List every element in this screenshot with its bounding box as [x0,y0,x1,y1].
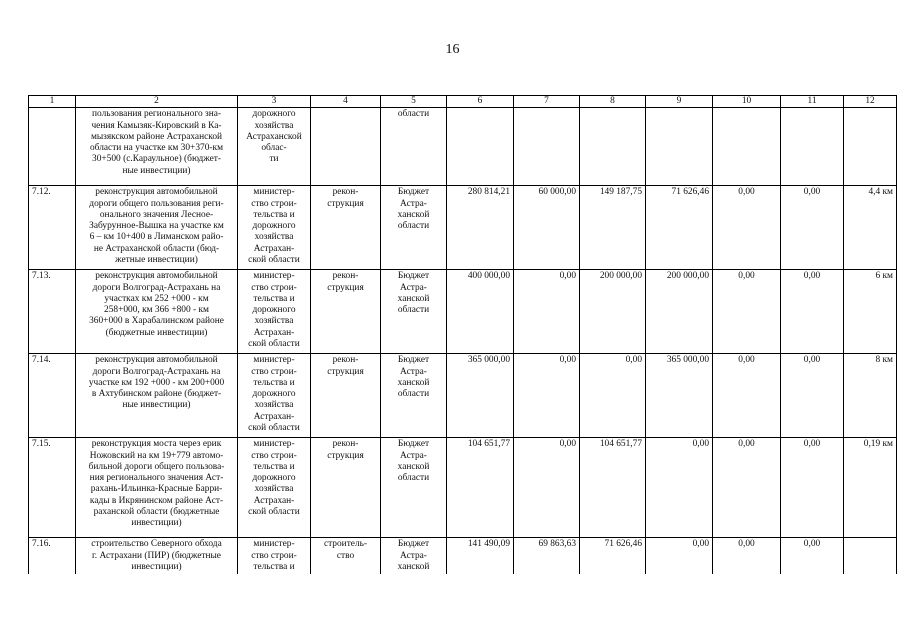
funding-source-cell-line: ханской [397,461,430,472]
column-header: 11 [781,96,844,108]
funding-source-cell-line: ханской [397,561,430,572]
result-cell: 8 км [844,354,897,438]
work-type-cell-line: ство [336,550,355,561]
executor-cell [238,438,311,538]
funding-source-cell-line: ханской [397,293,430,304]
item-name-cell-line: в Ахтубинском районе (бюджет- [91,389,222,400]
work-type-cell [311,438,381,538]
item-number-cell: 7.13. [29,270,76,354]
amount-col8-cell: 104 651,77 [580,438,646,538]
funding-source-cell [381,438,447,538]
item-number-cell [29,108,76,186]
column-header: 1 [29,96,76,108]
work-type-cell [311,108,381,186]
column-header: 12 [844,96,897,108]
amount-col7-cell: 60 000,00 [514,186,580,270]
item-name-cell [76,186,238,270]
amount-col7-cell: 0,00 [514,270,580,354]
item-name-cell-line: 258+000, км 366 +800 - км [104,305,209,316]
column-header: 5 [381,96,447,108]
item-name-cell-line: раханской области (бюджетные [93,507,220,518]
executor-cell-line: хозяйства [254,484,294,495]
funding-source-cell-line: Бюджет [397,355,430,366]
item-name-cell-line: инвестиции) [131,518,182,529]
item-name-cell-line: реконструкция автомобильной [95,271,218,282]
item-number-cell: 7.15. [29,438,76,538]
funding-source-cell-line: Бюджет [397,271,430,282]
executor-cell-line: тельства и [253,293,295,304]
column-header: 8 [580,96,646,108]
funding-source-cell-line: Астра- [400,282,427,293]
amount-col9-cell [646,108,713,186]
item-name-cell-line: кады в Икрянинском районе Аст- [89,495,224,506]
total-amount-cell: 365 000,00 [447,354,514,438]
item-name-cell [76,438,238,538]
item-name-cell-line: г. Астрахани (ПИР) (бюджетные [92,550,221,561]
total-amount-cell [447,108,514,186]
executor-cell-line: дорожного [252,221,296,232]
executor-cell-line: Астрахан- [253,411,295,422]
funding-source-cell-line: области [397,109,430,120]
executor-cell-line: министер- [253,271,295,282]
executor-cell-line: ской области [248,507,300,518]
item-name-cell-line: бильной дороги общего пользова- [88,461,225,472]
executor-cell-line: ство строи- [251,366,297,377]
funding-source-cell [381,186,447,270]
amount-col11-cell: 0,00 [781,354,844,438]
executor-cell-line: тельства и [253,561,295,572]
executor-cell-line: хозяйства [254,316,294,327]
amount-col9-cell: 71 626,46 [646,186,713,270]
executor-cell [238,354,311,438]
total-amount-cell: 104 651,77 [447,438,514,538]
item-name-cell-line: онального значения Лесное- [99,209,214,220]
amount-col11-cell: 0,00 [781,186,844,270]
column-header: 7 [514,96,580,108]
executor-cell-line: тельства и [253,209,295,220]
item-name-cell-line: чения Камызяк-Кировский в Ка- [91,120,222,131]
amount-col11-cell: 0,00 [781,538,844,574]
funding-source-cell [381,538,447,574]
item-name-cell-line: (бюджетные инвестиции) [105,327,208,338]
item-name-cell-line: мызякском районе Астраханской [90,131,223,142]
funding-source-cell [381,354,447,438]
amount-col11-cell [781,108,844,186]
work-type-cell-line: рекон- [332,187,359,198]
executor-cell-line: министер- [253,355,295,366]
funding-source-cell-line: ханской [397,209,430,220]
amount-col10-cell: 0,00 [713,270,781,354]
item-name-cell-line: инвестиции) [131,561,182,572]
amount-col7-cell [514,108,580,186]
amount-col7-cell: 0,00 [514,354,580,438]
executor-cell-line: ство строи- [251,282,297,293]
executor-cell-line: министер- [253,439,295,450]
funding-source-cell-line: Бюджет [397,539,430,550]
executor-cell [238,108,311,186]
item-name-cell-line: Забурунное-Вышка на участке км [89,221,224,232]
table-row [29,538,897,574]
funding-source-cell-line: области [397,305,430,316]
item-name-cell-line: рахань-Ильинка-Красные Барри- [90,484,223,495]
column-header: 6 [447,96,514,108]
work-type-cell-line: рекон- [332,271,359,282]
executor-cell-line: министер- [253,539,295,550]
executor-cell-line: Астрахан- [253,327,295,338]
amount-col9-cell: 0,00 [646,538,713,574]
item-name-cell [76,270,238,354]
item-name-cell-line: 6 – км 10+400 в Лиманском райо- [89,232,224,243]
column-header: 2 [76,96,238,108]
item-name-cell-line: дороги Волгоград-Астрахань на [92,366,221,377]
funding-source-cell [381,270,447,354]
table-row [29,438,897,538]
item-name-cell-line: ния регионального значения Аст- [89,473,224,484]
item-name-cell-line: дороги Волгоград-Астрахань на [92,282,221,293]
amount-col8-cell: 71 626,46 [580,538,646,574]
result-cell [844,538,897,574]
executor-cell-line: дорожного [252,389,296,400]
item-name-cell-line: Ножовский на км 19+779 автомо- [89,450,224,461]
executor-cell [238,538,311,574]
item-name-cell-line: жетные инвестиции) [115,255,198,266]
funding-source-cell-line: области [397,389,430,400]
result-cell [844,108,897,186]
funding-source-cell-line: Бюджет [397,439,430,450]
total-amount-cell: 280 814,21 [447,186,514,270]
work-type-cell-line: струкция [327,450,364,461]
amount-col10-cell: 0,00 [713,354,781,438]
header-row [29,96,897,108]
result-cell: 0,19 км [844,438,897,538]
funding-source-cell-line: Астра- [400,198,427,209]
funding-source-cell-line: области [397,221,430,232]
item-name-cell-line: дороги общего пользования реги- [89,198,224,209]
item-name-cell-line: участках км 252 +000 - км [104,293,209,304]
column-header: 3 [238,96,311,108]
item-name-cell-line: реконструкция автомобильной [95,187,218,198]
funding-source-cell-line: Астра- [400,550,427,561]
work-type-cell-line: струкция [327,282,364,293]
amount-col9-cell: 0,00 [646,438,713,538]
executor-cell-line: тельства и [253,377,295,388]
item-name-cell-line: строительство Северного обхода [91,539,222,550]
program-table [28,95,897,574]
executor-cell-line: хозяйства [254,400,294,411]
executor-cell-line: Астрахан- [253,243,295,254]
item-name-cell-line: реконструкция моста через ерик [91,439,222,450]
table-row [29,186,897,270]
funding-source-cell-line: ханской [397,377,430,388]
item-number-cell: 7.12. [29,186,76,270]
table-row [29,270,897,354]
table-row [29,108,897,186]
work-type-cell [311,186,381,270]
amount-col11-cell: 0,00 [781,270,844,354]
table-body [29,108,897,574]
executor-cell-line: ской области [248,339,300,350]
amount-col7-cell: 0,00 [514,438,580,538]
funding-source-cell-line: Астра- [400,366,427,377]
column-header: 4 [311,96,381,108]
item-name-cell-line: ные инвестиции) [122,400,191,411]
executor-cell-line: ство строи- [251,450,297,461]
amount-col10-cell: 0,00 [713,438,781,538]
executor-cell-line: ство строи- [251,198,297,209]
amount-col11-cell: 0,00 [781,438,844,538]
work-type-cell [311,538,381,574]
item-name-cell-line: ные инвестиции) [122,165,191,176]
executor-cell-line: хозяйства [254,120,294,131]
amount-col8-cell: 0,00 [580,354,646,438]
work-type-cell-line: струкция [327,366,364,377]
amount-col8-cell [580,108,646,186]
item-name-cell-line: реконструкция автомобильной [95,355,218,366]
funding-source-cell-line: области [397,473,430,484]
amount-col10-cell [713,108,781,186]
item-number-cell: 7.14. [29,354,76,438]
item-name-cell [76,108,238,186]
table-row [29,354,897,438]
item-name-cell-line: 360+000 в Харабалинском районе [89,316,224,327]
executor-cell-line: тельства и [253,461,295,472]
work-type-cell [311,270,381,354]
funding-source-cell-line: Астра- [400,450,427,461]
amount-col7-cell: 69 863,63 [514,538,580,574]
total-amount-cell: 141 490,09 [447,538,514,574]
amount-col8-cell: 200 000,00 [580,270,646,354]
work-type-cell-line: рекон- [332,355,359,366]
total-amount-cell: 400 000,00 [447,270,514,354]
executor-cell-line: Астрахан- [253,495,295,506]
item-number-cell: 7.16. [29,538,76,574]
executor-cell-line: министер- [253,187,295,198]
executor-cell-line: дорожного [252,305,296,316]
page-number: 16 [445,42,460,57]
executor-cell-line: дорожного [252,109,296,120]
item-name-cell-line: пользования регионального зна- [92,109,221,120]
item-name-cell-line: области на участке км 30+370-км [89,143,224,154]
work-type-cell-line: строитель- [323,539,368,550]
executor-cell-line: ти [269,154,279,165]
amount-col10-cell: 0,00 [713,186,781,270]
executor-cell-line: ской области [248,255,300,266]
item-name-cell-line: не Астраханской области (бюд- [93,243,220,254]
executor-cell [238,270,311,354]
amount-col10-cell: 0,00 [713,538,781,574]
executor-cell-line: хозяйства [254,232,294,243]
result-cell: 4,4 км [844,186,897,270]
funding-source-cell-line: Бюджет [397,187,430,198]
amount-col9-cell: 200 000,00 [646,270,713,354]
amount-col9-cell: 365 000,00 [646,354,713,438]
result-cell: 6 км [844,270,897,354]
item-name-cell [76,354,238,438]
funding-source-cell [381,108,447,186]
work-type-cell-line: рекон- [332,439,359,450]
executor-cell-line: ство строи- [251,550,297,561]
executor-cell [238,186,311,270]
executor-cell-line: Астраханской облас- [246,131,302,154]
column-header: 9 [646,96,713,108]
column-header: 10 [713,96,781,108]
work-type-cell [311,354,381,438]
executor-cell-line: ской области [248,423,300,434]
amount-col8-cell: 149 187,75 [580,186,646,270]
item-name-cell-line: 30+500 (с.Караульное) (бюджет- [92,154,221,165]
executor-cell-line: дорожного [252,473,296,484]
item-name-cell-line: участке км 192 +000 - км 200+000 [88,377,225,388]
item-name-cell [76,538,238,574]
work-type-cell-line: струкция [327,198,364,209]
